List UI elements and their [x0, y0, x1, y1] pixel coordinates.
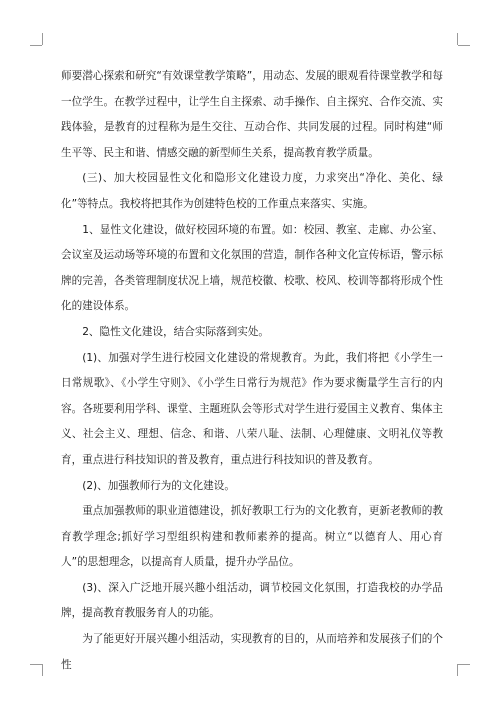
- paragraph-3: 1、显性文化建设，做好校园环境的布置。如：校园、教室、走廊、办公室、会议室及运动场等环境的布置和文化氛围的营造，制作各种文化宣传标语，警示标牌的完善，各类管理制度状况上墙，规范校徽、校歌、校风、校训等都将形成个性化的建设体系。: [61, 223, 443, 313]
- crop-mark-bottom-left-v: [42, 664, 43, 676]
- crop-mark-top-right-h: [458, 45, 470, 46]
- paragraph-4: 2、隐性文化建设，结合实际落到实处。: [82, 325, 270, 338]
- paragraph-9: 为了能更好开展兴趣小组活动，实现教育的目的，从而培养和发展孩子们的个性: [61, 633, 443, 671]
- crop-mark-top-left-h: [30, 45, 42, 46]
- crop-mark-bottom-left-h: [30, 664, 42, 665]
- paragraph-6: (2)、加强教师行为的文化建设。: [82, 479, 235, 492]
- crop-mark-bottom-right-v: [457, 664, 458, 676]
- document-body: [61, 64, 443, 678]
- paragraph-8: (3)、深入广泛地开展兴趣小组活动，调节校园文化氛围，打造我校的办学品牌，提高教育教服务育人的功能。: [61, 581, 443, 620]
- crop-mark-bottom-right-h: [458, 664, 470, 665]
- crop-mark-top-right-v: [457, 33, 458, 45]
- paragraph-1: 师要潜心探索和研究“有效课堂教学策略”，用动态、发展的眼观看待课堂教学和每一位学生。在教学过程中，让学生自主探索、动手操作、自主探究、合作交流、实践体验，是教育的过程称为是生交往、互动合作、共同发展的过程。同时构建“师生平等、民主和谐、情感交融的新型师生关系，提高教育教学质量。: [61, 70, 443, 159]
- paragraph-5: (1)、加强对学生进行校园文化建设的常规教育。为此，我们将把《小学生一日常规歌》、《小学生守则》、《小学生日常行为规范》作为要求衡量学生言行的内容。各班要利用学科、课堂、主题班队会等形式对学生进行爱国主义教育、集体主义、社会主义、理想、信念、和谐、八荣八耻、法制、心理健康、文明礼仪等教育，重点进行科技知识的普及教育，重点进行科技知识的普及教育。: [61, 351, 443, 466]
- crop-mark-top-left-v: [42, 33, 43, 45]
- paragraph-2: (三)、加大校园显性文化和隐形文化建设力度，力求突出“净化、美化、绿化”等特点。我校将把其作为创建特色校的工作重点来落实、实施。: [61, 172, 443, 210]
- paragraph-7: 重点加强教师的职业道德建设，抓好教职工行为的文化教育，更新老教师的教育教学理念;抓好学习型组织构建和教师素养的提高。树立“以德育人、用心育人”的思想理念，以提高育人质量，提升办学品位。: [61, 505, 443, 569]
